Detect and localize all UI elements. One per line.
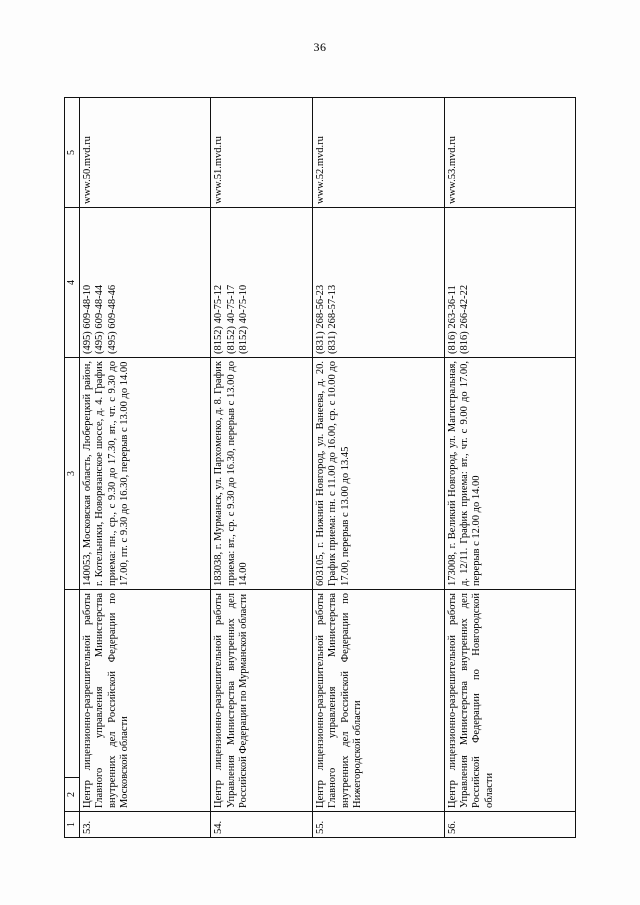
row-phones <box>80 208 211 358</box>
row-organization-name: Центр лицензионно-разрешительной работы Управления Министерства внутренних дел Российской Федерации по Мурманской области <box>211 590 313 812</box>
column-number-4: 3 <box>65 358 80 590</box>
phone-line: (816) 266-42-22 <box>458 284 470 354</box>
row-phones <box>444 208 575 358</box>
table-row <box>80 98 211 838</box>
column-number-1: 1 <box>65 812 80 838</box>
phone-line: (495) 609-48-10 <box>82 284 93 354</box>
row-website: www.51.mvd.ru <box>211 98 313 208</box>
row-phones <box>313 208 444 358</box>
page-number: 36 <box>313 40 327 54</box>
table-row <box>444 98 575 838</box>
phone-line: (495) 609-48-46 <box>106 284 118 354</box>
phone-line: (8152) 40-75-12 <box>213 284 225 354</box>
row-organization-name: Центр лицензионно-разрешительной работы Главного управления Министерства внутренних дел Российской Федерации по Московской области <box>80 590 211 812</box>
row-website: www.52.mvd.ru <box>313 98 444 208</box>
row-address-schedule: 183038, г. Мурманск, ул. Пархоменко, д. 8. График приема: вт., ср. с 9.30 до 16.30, перерыв с 13.00 до 14.00 <box>211 358 313 590</box>
table-row <box>211 98 313 838</box>
phone-line: (816) 263-36-11 <box>446 285 458 354</box>
row-index: 56. <box>444 812 575 838</box>
rotated-table-container <box>64 98 576 838</box>
phone-line: (8152) 40-75-10 <box>238 284 250 354</box>
phone-line: (8152) 40-75-17 <box>225 284 237 354</box>
table-column-numbers-row <box>65 98 80 838</box>
phone-line: (495) 609-48-44 <box>94 284 106 354</box>
row-website: www.50.mvd.ru <box>80 98 211 208</box>
rotation-layer <box>64 98 576 838</box>
row-index: 54. <box>211 812 313 838</box>
row-website: www.53.mvd.ru <box>444 98 575 208</box>
column-number-5: 4 <box>65 208 80 358</box>
row-index: 53. <box>80 812 211 838</box>
column-number-6: 5 <box>65 98 80 208</box>
row-index: 55. <box>313 812 444 838</box>
table-row <box>313 98 444 838</box>
column-number-3 <box>65 590 80 778</box>
phone-line: (831) 268-57-13 <box>327 284 339 354</box>
row-address-schedule: 173008, г. Великий Новгород, ул. Магистральная, д. 12/11. График приема: вт., чт. с 9.00 до 17.00, перерыв с 12.00 до 14.00 <box>444 358 575 590</box>
registry-table <box>64 97 576 838</box>
row-organization-name: Центр лицензионно-разрешительной работы Управления Министерства внутренних дел Российской Федерации по Новгородской области <box>444 590 575 812</box>
row-organization-name: Центр лицензионно-разрешительной работы Главного управления Министерства внутренних дел Российской Федерации по Нижегородской области <box>313 590 444 812</box>
row-address-schedule: 140053, Московская область, Люберецкий район, г. Котельники, Новорязанское шоссе, д. 4. График приема: пн., ср., с 9.30 до 17.30, вт., чт. с 9.30 до 17.00, пт. с 9.30 до 16.30, перерыв с 13.00 до 14.00 <box>80 358 211 590</box>
phone-line: (831) 268-56-23 <box>315 284 327 354</box>
row-phones <box>211 208 313 358</box>
column-number-2: 2 <box>65 778 80 812</box>
row-address-schedule: 603105, г. Нижний Новгород, ул. Ванеева, д. 20. График приема: пн. с 11.00 до 16.00, ср. с 10.00 до 17.00, перерыв с 13.00 до 13.45 <box>313 358 444 590</box>
